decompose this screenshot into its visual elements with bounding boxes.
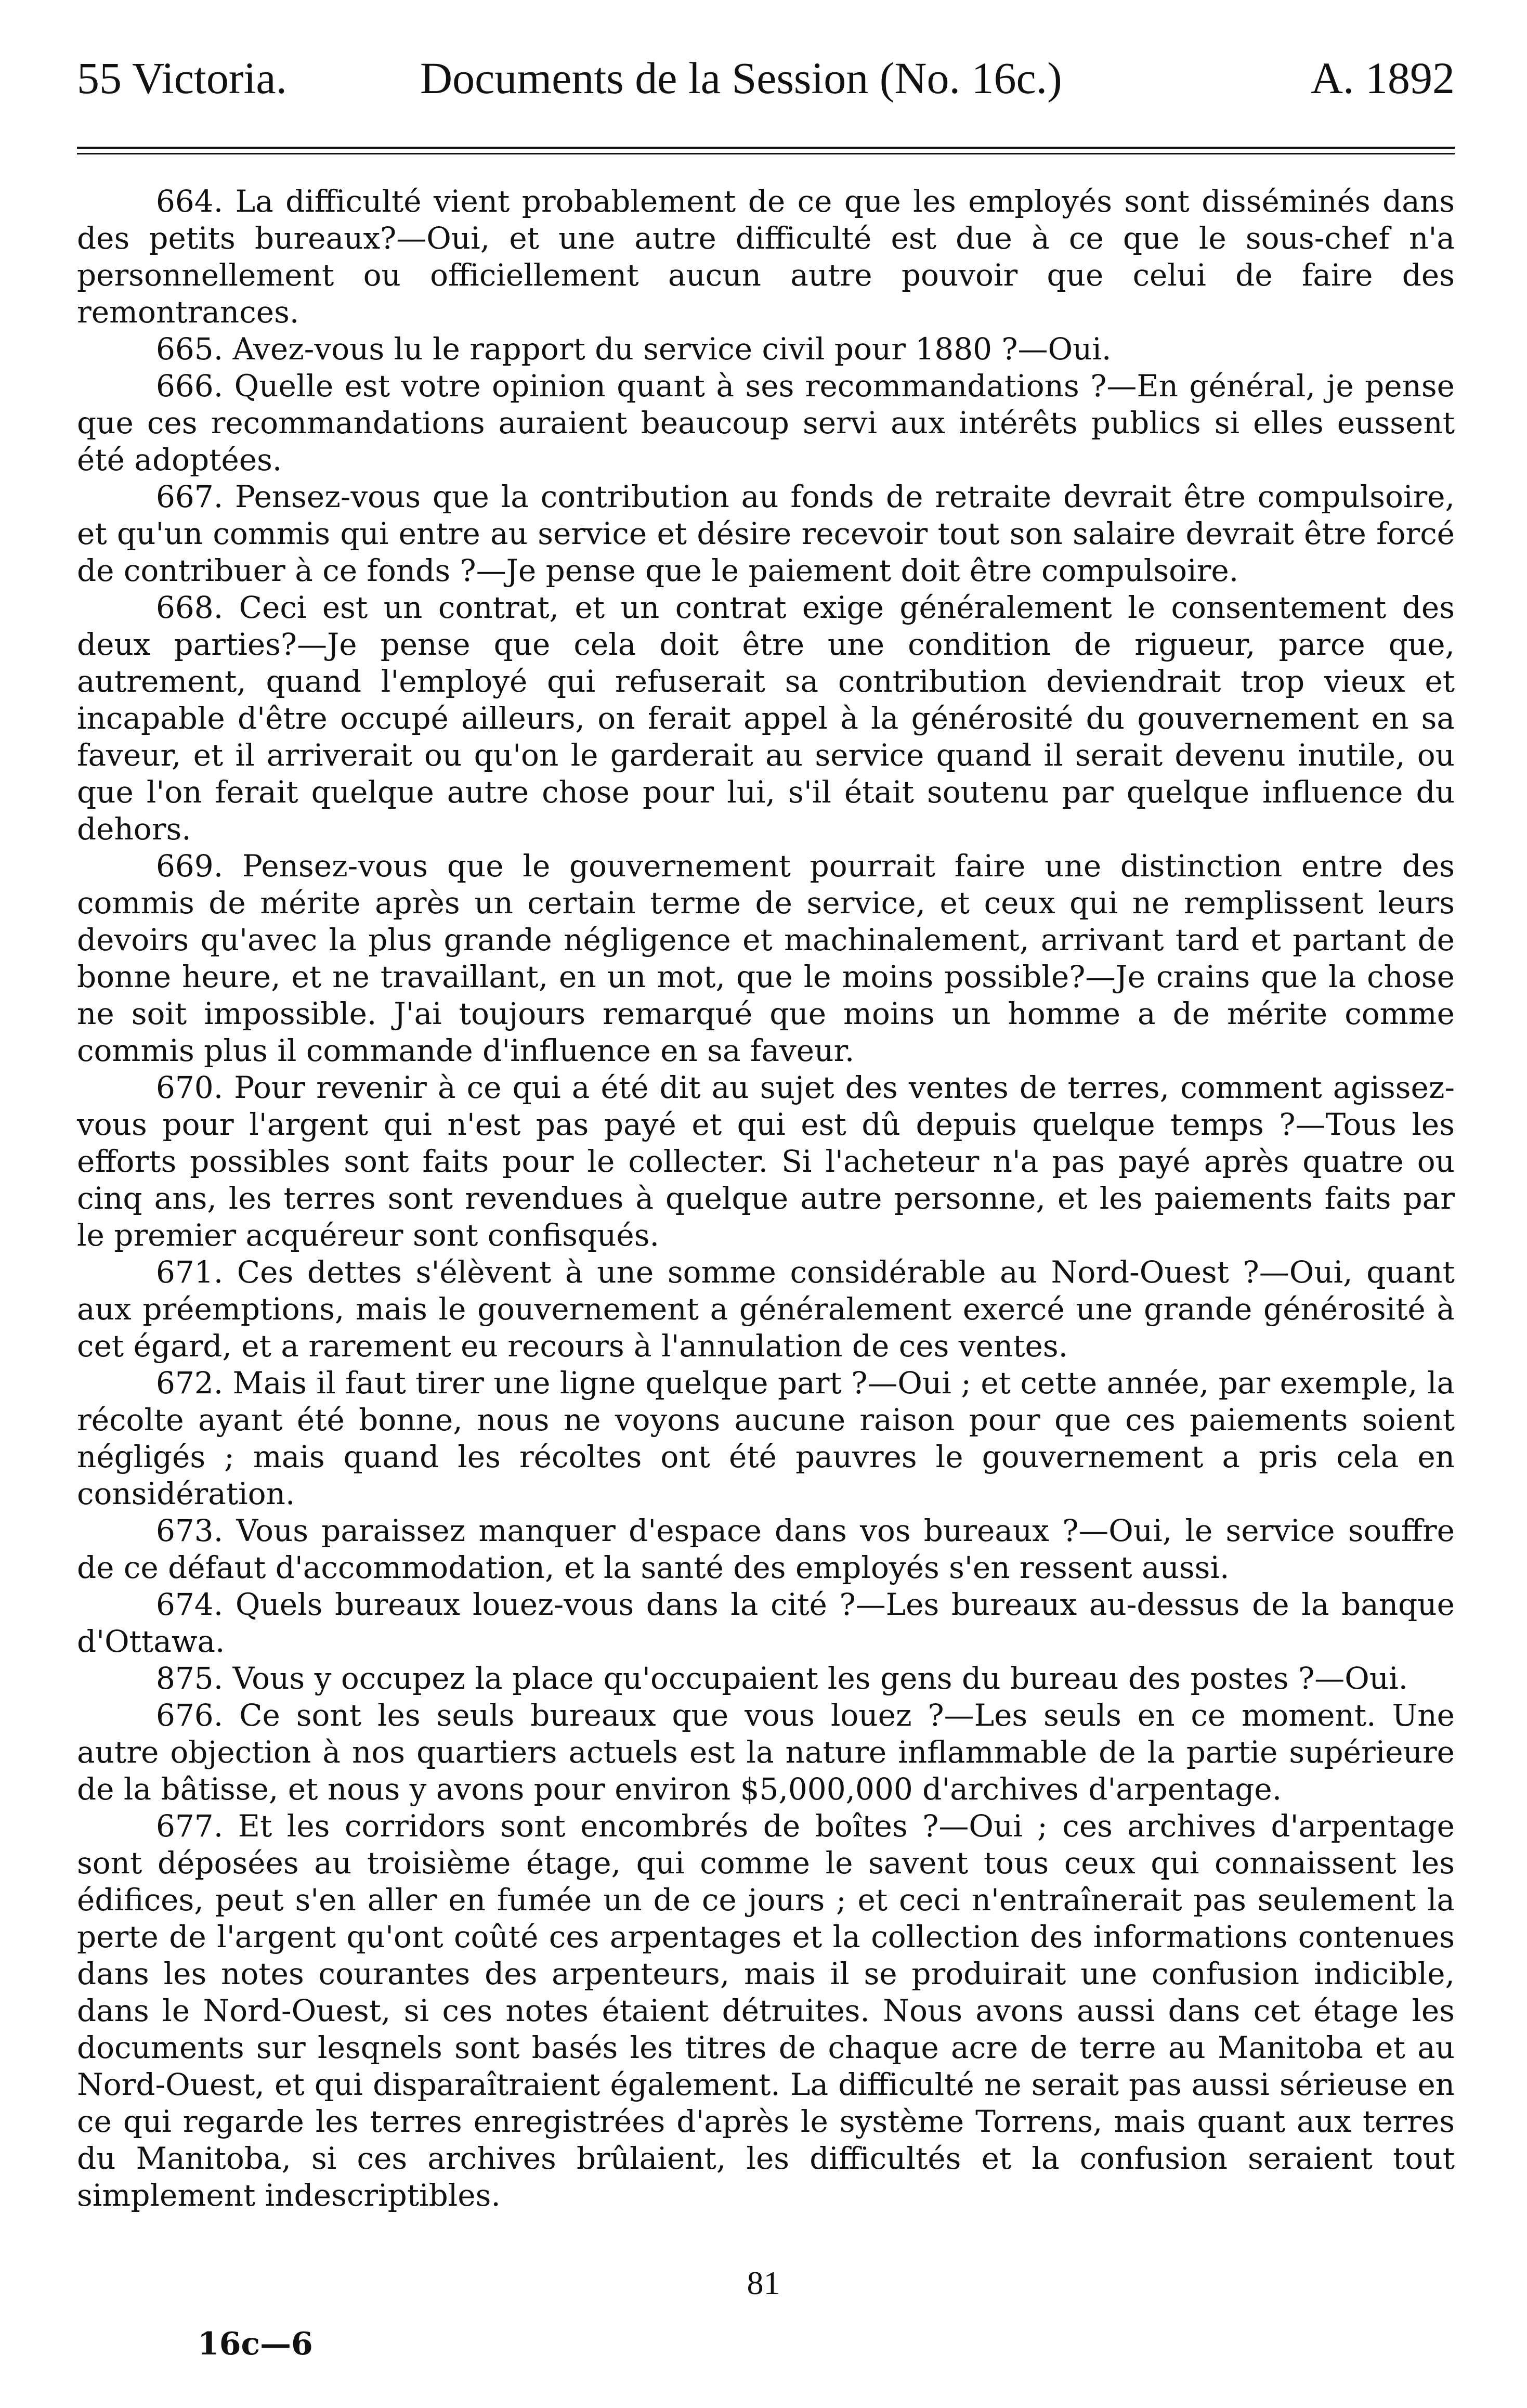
paragraph-672: 672. Mais il faut tirer une ligne quelque part ?—Oui ; et cette année, par exemple, la récolte ayant été bonne, nous ne voyons aucune raison pour que ces paiements soient négligés ; mais quand les récoltes ont été pauvres le gouvernement a pris cela en considération. bbox=[77, 1365, 1455, 1511]
header-rule-top bbox=[77, 147, 1455, 149]
header-double-rule bbox=[77, 147, 1455, 156]
paragraph-671: 671. Ces dettes s'élèvent à une somme considérable au Nord-Ouest ?—Oui, quant aux préemptions, mais le gouvernement a généralement exercé une grande générosité à cet égard, et a rarement eu recours à l'annulation de ces ventes. bbox=[77, 1254, 1455, 1364]
paragraph-666: 666. Quelle est votre opinion quant à ses recommandations ?—En général, je pense que ces recommandations auraient beaucoup servi aux intérêts publics si elles eussent été adoptées. bbox=[77, 368, 1455, 477]
signature-mark: 16c—6 bbox=[198, 2326, 313, 2362]
paragraph-676: 676. Ce sont les seuls bureaux que vous louez ?—Les seuls en ce moment. Une autre objection à nos quartiers actuels est la nature inflammable de la partie supérieure de la bâtisse, et nous y avons pour environ $5,000,000 d'archives d'arpentage. bbox=[77, 1698, 1455, 1807]
paragraph-670: 670. Pour revenir à ce qui a été dit au sujet des ventes de terres, comment agissez-vous pour l'argent qui n'est pas payé et qui est dû depuis quelque temps ?—Tous les efforts possibles sont faits pour le collecter. Si l'acheteur n'a pas payé après quatre ou cinq ans, les terres sont revendues à quelque autre personne, et les paiements faits par le premier acquéreur sont confisqués. bbox=[77, 1070, 1455, 1253]
paragraph-667: 667. Pensez-vous que la contribution au fonds de retraite devrait être compulsoire, et qu'un commis qui entre au service et désire recevoir tout son salaire devrait être forcé de contribuer à ce fonds ?—Je pense que le paiement doit être compulsoire. bbox=[77, 479, 1455, 588]
header-document-title: Documents de la Session (No. 16c.) bbox=[420, 53, 1062, 103]
paragraph-673: 673. Vous paraissez manquer d'espace dans vos bureaux ?—Oui, le service souffre de ce défaut d'accommodation, et la santé des employés s'en ressent aussi. bbox=[77, 1513, 1455, 1585]
paragraph-665: 665. Avez-vous lu le rapport du service civil pour 1880 ?—Oui. bbox=[156, 331, 1112, 367]
body-text bbox=[77, 183, 1455, 2258]
header-regnal-year: 55 Victoria. bbox=[77, 53, 288, 103]
paragraph-664: 664. La difficulté vient probablement de ce que les employés sont disséminés dans des petits bureaux?—Oui, et une autre difficulté est due à ce que le sous-chef n'a personnellement ou officiellement aucun autre pouvoir que celui de faire des remontrances. bbox=[77, 184, 1455, 330]
header-rule-bottom bbox=[77, 153, 1455, 154]
paragraph-669: 669. Pensez-vous que le gouvernement pourrait faire une distinction entre des commis de mérite après un certain terme de service, et ceux qui ne remplissent leurs devoirs qu'avec la plus grande négligence et machinalement, arrivant tard et partant de bonne heure, et ne travaillant, en un mot, que le moins possible?—Je crains que la chose ne soit impossible. J'ai toujours remarqué que moins un homme a de mérite comme commis plus il commande d'influence en sa faveur. bbox=[77, 848, 1455, 1068]
paragraph-668: 668. Ceci est un contrat, et un contrat exige généralement le consentement des deux parties?—Je pense que cela doit être une condition de rigueur, parce que, autrement, quand l'employé qui refuserait sa contribution deviendrait trop vieux et incapable d'être occupé ailleurs, on ferait appel à la générosité du gouvernement en sa faveur, et il arriverait ou qu'on le garderait au service quand il serait devenu inutile, ou que l'on ferait quelque autre chose pour lui, s'il était soutenu par quelque influence du dehors. bbox=[77, 590, 1455, 847]
page-number: 81 bbox=[747, 2264, 780, 2301]
header-year: A. 1892 bbox=[1310, 53, 1455, 103]
paragraph-677: 677. Et les corridors sont encombrés de boîtes ?—Oui ; ces archives d'arpentage sont déposées au troisième étage, qui comme le savent tous ceux qui connaissent les édifices, peut s'en aller en fumée un de ce jours ; et ceci n'entraînerait pas seulement la perte de l'argent qu'ont coûté ces arpentages et la collection des informations contenues dans les notes courantes des arpenteurs, mais il se produirait une confusion indicible, dans le Nord-Ouest, si ces notes étaient détruites. Nous avons aussi dans cet étage les documents sur lesqnels sont basés les titres de chaque acre de terre au Manitoba et au Nord-Ouest, et qui disparaîtraient également. La difficulté ne serait pas aussi sérieuse en ce qui regarde les terres enregistrées d'après le système Torrens, mais quant aux terres du Manitoba, si ces archives brûlaient, les difficultés et la confusion seraient tout simplement indescriptibles. bbox=[77, 1808, 1455, 2213]
paragraph-674: 674. Quels bureaux louez-vous dans la cité ?—Les bureaux au-dessus de la banque d'Ottawa. bbox=[77, 1587, 1455, 1659]
paragraph-875: 875. Vous y occupez la place qu'occupaient les gens du bureau des postes ?—Oui. bbox=[156, 1661, 1408, 1696]
running-header bbox=[77, 49, 1455, 107]
